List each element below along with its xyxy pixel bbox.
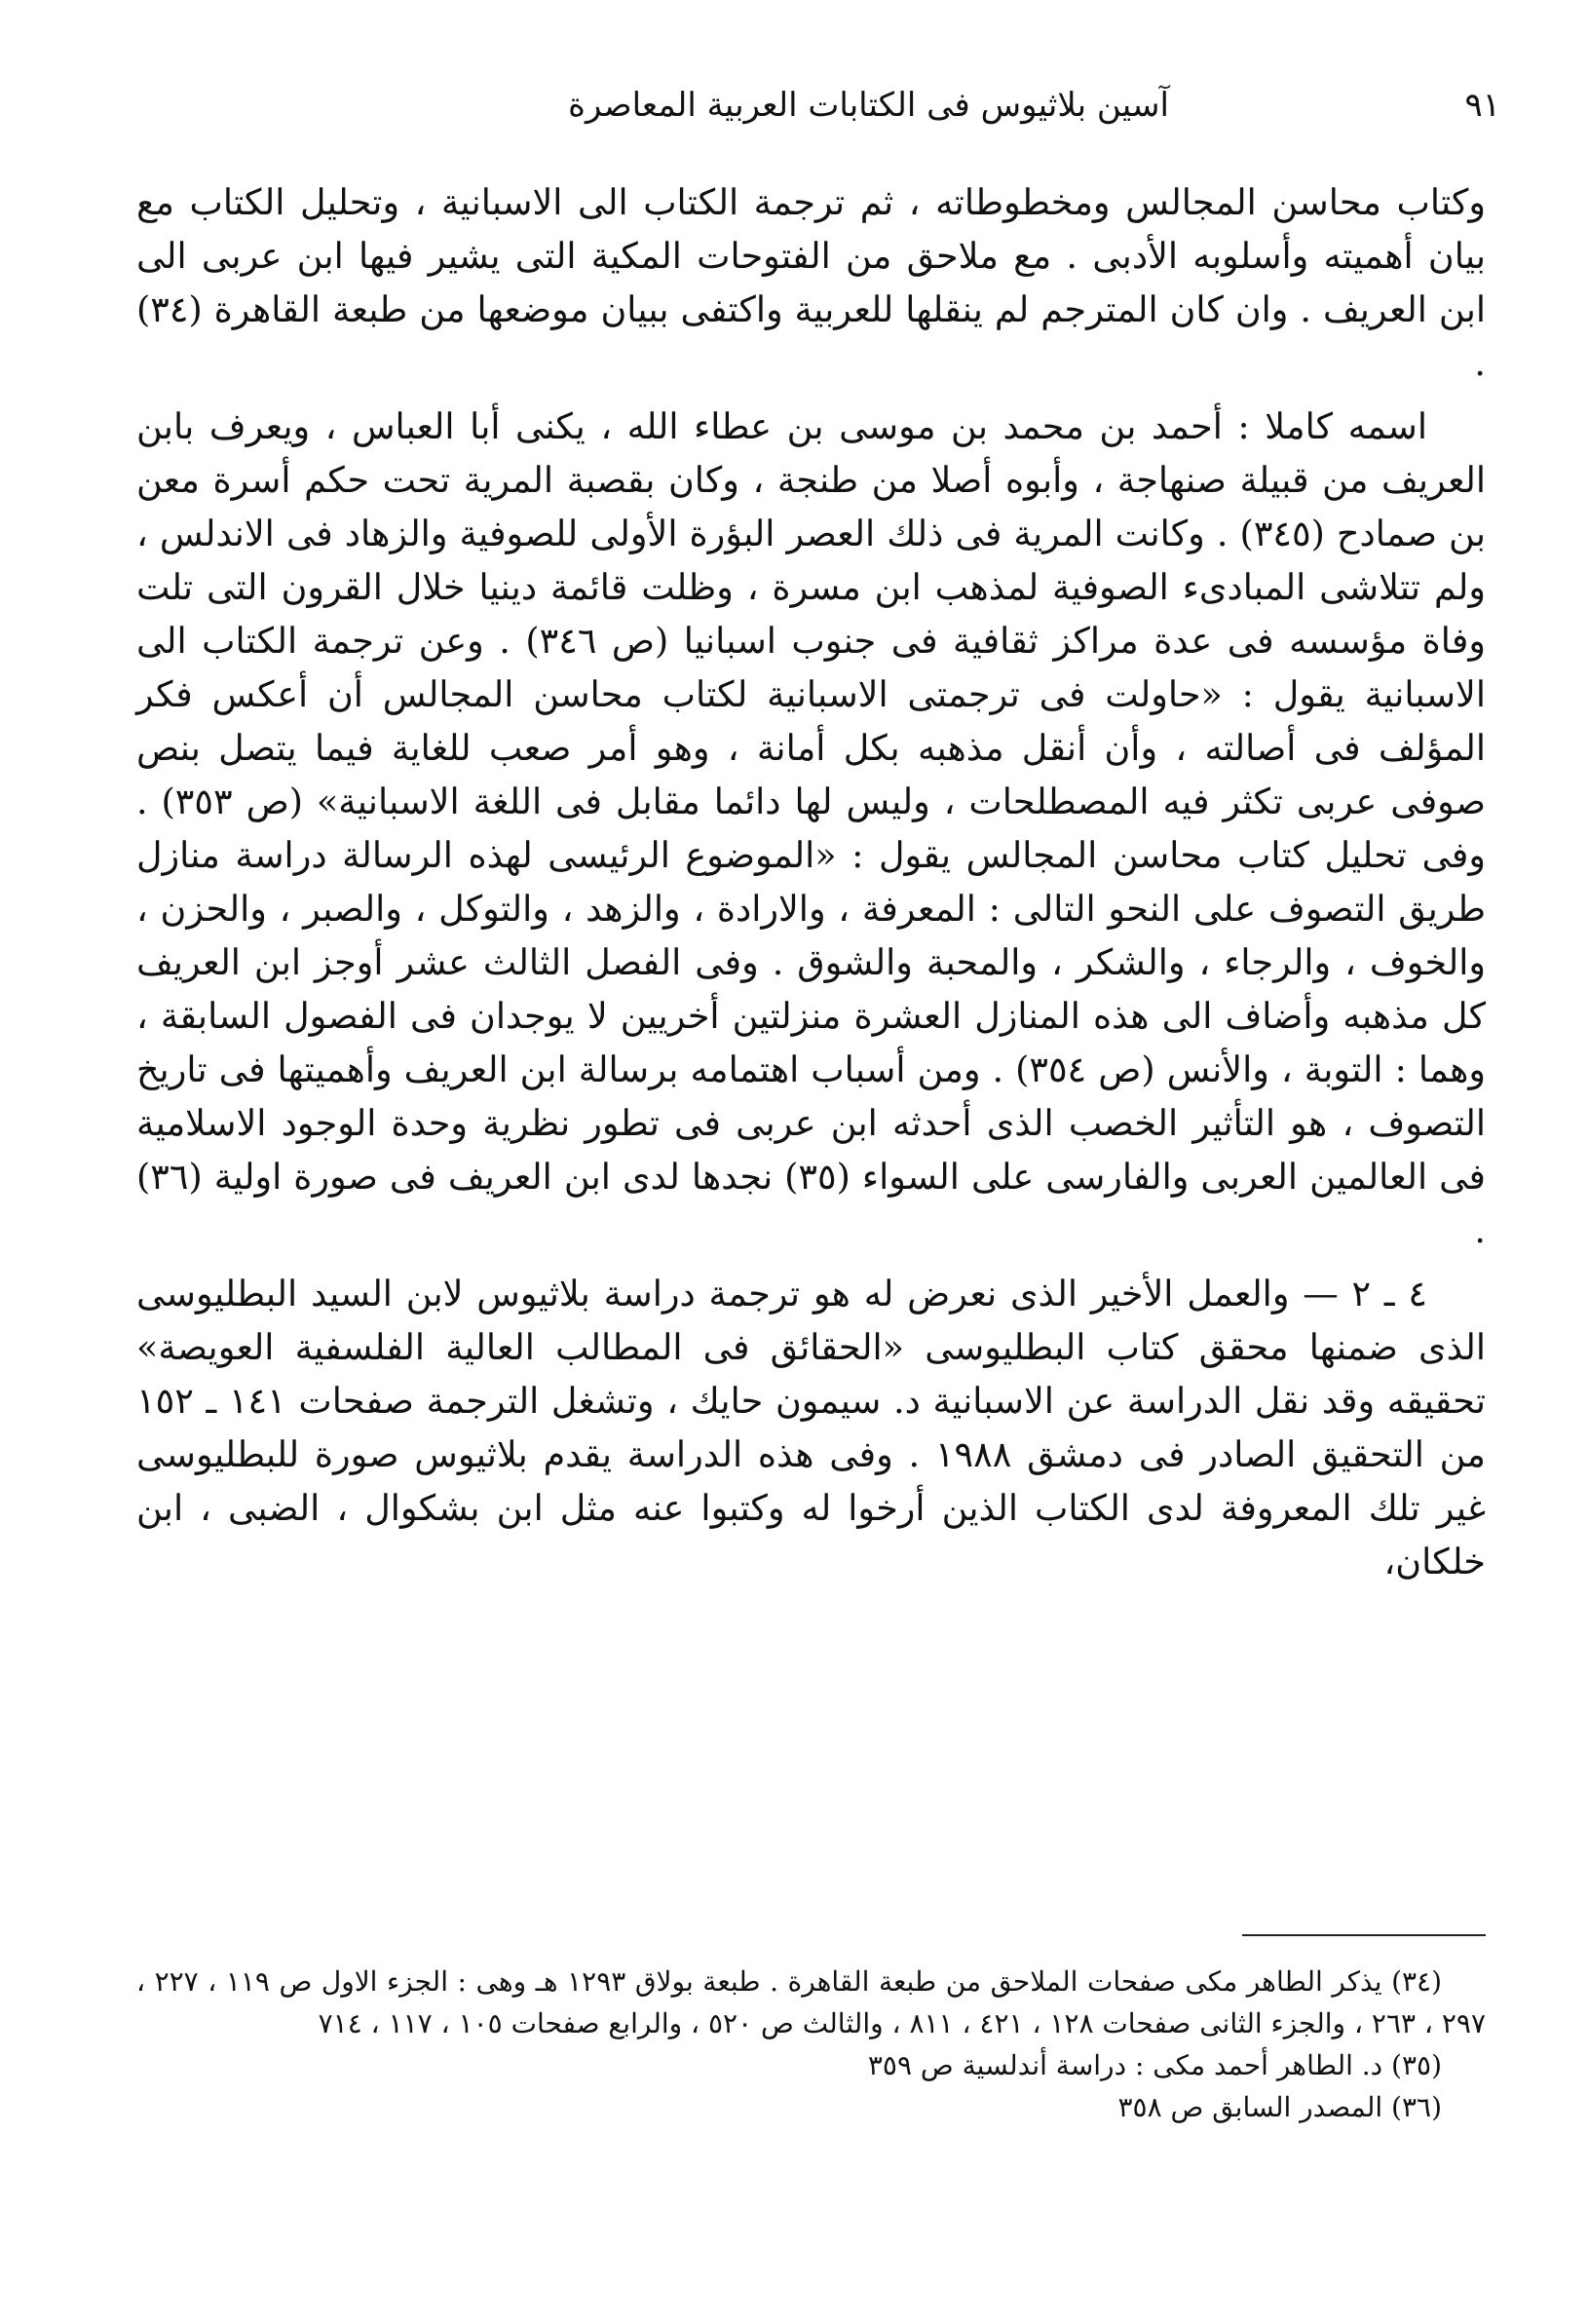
page-number: ٩١: [1464, 86, 1500, 125]
paragraph: اسمه كاملا : أحمد بن محمد بن موسى بن عطاء الله ، يكنى أبا العباس ، ويعرف بابن العريف من قبيلة صنهاجة ، وأبوه أصلا من طنجة ، وكان بقصبة المرية تحت حكم أسرة معن بن صمادح (٣٤٥) . وكانت المرية فى ذلك العصر البؤرة الأولى للصوفية والزهاد فى الاندلس ، ولم تتلاشى المبادىء الصوفية لمذهب ابن مسرة ، وظلت قائمة دينيا خلال القرون التى تلت وفاة مؤسسه فى عدة مراكز ثقافية فى جنوب اسبانيا (ص ٣٤٦) . وعن ترجمة الكتاب الى الاسبانية يقول : «حاولت فى ترجمتى الاسبانية لكتاب محاسن المجالس أن أعكس فكر المؤلف فى أصالته ، وأن أنقل مذهبه بكل أمانة ، وهو أمر صعب للغاية فيما يتصل بنص صوفى عربى تكثر فيه المصطلحات ، وليس لها دائما مقابل فى اللغة الاسبانية» (ص ٣٥٣) . وفى تحليل كتاب محاسن المجالس يقول : «الموضوع الرئيسى لهذه الرسالة دراسة منازل طريق التصوف على النحو التالى : المعرفة ، والارادة ، والزهد ، والتوكل ، والصبر ، والحزن ، والخوف ، والرجاء ، والشكر ، والمحبة والشوق . وفى الفصل الثالث عشر أوجز ابن العريف كل مذهبه وأضاف الى هذه المنازل العشرة منزلتين أخريين لا يوجدان فى الفصول السابقة ، وهما : التوبة ، والأنس (ص ٣٥٤) . ومن أسباب اهتمامه برسالة ابن العريف وأهميتها فى تاريخ التصوف ، هو التأثير الخصب الذى أحدثه ابن عربى فى تطور نظرية وحدة الوجود الاسلامية فى العالمين العربى والفارسى على السواء (٣٥) نجدها لدى ابن العريف فى صورة اولية (٣٦) .: [136, 405, 1487, 1251]
main-text: [136, 175, 1486, 1598]
page-header: [136, 76, 1500, 134]
footnote-36: (٣٦) المصدر السابق ص ٣٥٨: [1117, 2091, 1442, 2123]
footnotes: [136, 1961, 1486, 2128]
paragraph: ٤ ـ ٢ — والعمل الأخير الذى نعرض له هو ترجمة دراسة بلاثيوس لابن السيد البطليوسى الذى ضمنها محقق كتاب البطليوسى «الحقائق فى المطالب العالية الفلسفية العويصة» تحقيقه وقد نقل الدراسة عن الاسبانية د. سيمون حايك ، وتشغل الترجمة صفحات ١٤١ ـ ١٥٢ من التحقيق الصادر فى دمشق ١٩٨٨ . وفى هذه الدراسة يقدم بلاثيوس صورة للبطليوسى غير تلك المعروفة لدى الكتاب الذين أرخوا له وكتبوا عنه مثل ابن بشكوال ، الضبى ، ابن خلكان،: [136, 1273, 1486, 1582]
footnote-34: (٣٤) يذكر الطاهر مكى صفحات الملاحق من طبعة القاهرة . طبعة بولاق ١٢٩٣ هـ وهى : الجزء الاول ص ١١٩ ، ٢٢٧ ، ٢٩٧ ، ٢٦٣ ، والجزء الثانى صفحات ١٢٨ ، ٤٢١ ، ٨١١ ، والثالث ص ٥٢٠ ، والرابع صفحات ١٠٥ ، ١١٧ ، ٧١٤: [136, 1965, 1486, 2039]
paragraph: وكتاب محاسن المجالس ومخطوطاته ، ثم ترجمة الكتاب الى الاسبانية ، وتحليل الكتاب مع بيان أهميته وأسلوبه الأدبى . مع ملاحق من الفتوحات المكية التى يشير فيها ابن عربى الى ابن العريف . وان كان المترجم لم ينقلها للعربية واكتفى ببيان موضعها من طبعة القاهرة (٣٤) .: [136, 181, 1486, 384]
footnote-35: (٣٥) د. الطاهر أحمد مكى : دراسة أندلسية ص ٣٥٩: [867, 2049, 1442, 2081]
running-title: آسين بلاثيوس فى الكتابات العربية المعاصرة: [568, 86, 1169, 125]
footnote-divider: [1242, 1934, 1486, 1936]
